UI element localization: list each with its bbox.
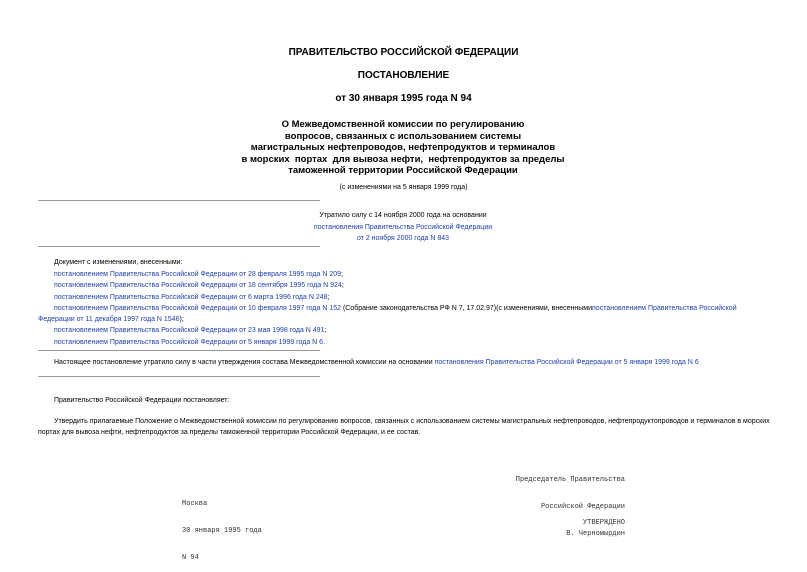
divider	[38, 350, 320, 351]
place-date: 30 января 1995 года	[182, 527, 262, 535]
list-item: постановлением Правительства Российской Федерации от 18 сентября 1995 года N 924;	[54, 282, 344, 289]
lost-force-link-date[interactable]: от 2 ноября 2000 года N 843	[356, 235, 450, 242]
lost-force-link[interactable]: постановления Правительства Российской Федерации	[313, 223, 493, 231]
list-item: постановлением Правительства Российской Федерации от 10 февраля 1997 года N 152 (Собрание законодательства РФ N 7, 17.02.97)(с изменениями, внесеннымипостановлением Правительства Российской Федерации от 11 декабря 1997 года N 1546);	[38, 305, 737, 323]
amendment-link[interactable]: постановлением Правительства Российской Федерации от 6 марта 1996 года N 248	[54, 293, 328, 301]
government-heading: ПРАВИТЕЛЬСТВО РОССИЙСКОЙ ФЕДЕРАЦИИ	[288, 47, 519, 58]
list-item: постановлением Правительства Российской Федерации от 6 марта 1996 года N 248;	[54, 293, 330, 301]
document-date-number: от 30 января 1995 года N 94	[335, 93, 472, 104]
title-line: О Межведомственной комиссии по регулированию	[281, 119, 525, 130]
title-line: магистральных нефтепроводов, нефтепродуктов и терминалов	[250, 142, 556, 153]
approve-paragraph: Утвердить прилагаемые Положение о Межведомственной комиссии по регулированию вопросов, связанных с использованием системы магистральных нефтепроводов, нефтепродуктопроводов и терминалов в морских портах для вывоза нефти, нефтепродуктов за пределы таможенной территории Российской Федерации, и ее состав.	[38, 418, 770, 436]
amendment-link[interactable]: постановлением Правительства Российской Федерации от 28 февраля 1995 года N 209	[54, 270, 341, 278]
document-title	[200, 119, 606, 177]
partial-repeal-text: Настоящее постановление утратило силу в части утверждения состава Межведомственной комиссии на основании	[54, 359, 435, 366]
list-item: постановлением Правительства Российской Федерации от 5 января 1999 года N 6.	[54, 338, 326, 346]
title-line: в морских портах для вывоза нефти, нефтепродуктов за пределы	[241, 153, 565, 165]
signature-title: Председатель Правительства	[515, 476, 625, 484]
signature-country: Российской Федерации	[540, 503, 625, 511]
partial-repeal-link[interactable]: постановления Правительства Российской Федерации от 5 января 1999 года N 6	[434, 359, 699, 366]
amendment-link[interactable]: постановлением Правительства Российской Федерации от 23 мая 1998 года N 491	[54, 327, 325, 334]
title-line: вопросов, связанных с использованием системы	[284, 130, 522, 142]
title-line: таможенной территории Российской Федерации	[288, 165, 518, 176]
amendment-link[interactable]: постановлением Правительства Российской Федерации от 18 сентября 1995 года N 924	[54, 282, 342, 289]
signature-block	[470, 458, 625, 548]
partial-repeal-note	[54, 357, 794, 369]
amendment-link-nested[interactable]: постановлением Правительства Российской Федерации от 11 декабря 1997 года N 1546	[38, 305, 737, 323]
lost-force-text: Утратило силу с 14 ноября 2000 года на основании	[319, 212, 487, 219]
divider	[38, 200, 320, 201]
list-item: постановлением Правительства Российской Федерации от 28 февраля 1995 года N 209;	[54, 270, 343, 278]
place-city: Москва	[182, 500, 208, 508]
resolves-paragraph: Правительство Российской Федерации постановляет:	[54, 397, 230, 404]
place-number: N 94	[182, 554, 199, 562]
amendment-link[interactable]: постановлением Правительства Российской Федерации от 10 февраля 1997 года N 152	[54, 305, 341, 312]
document-type-heading: ПОСТАНОВЛЕНИЕ	[357, 70, 450, 81]
list-item: постановлением Правительства Российской Федерации от 23 мая 1998 года N 491;	[54, 327, 327, 334]
divider	[38, 246, 320, 247]
divider	[38, 376, 320, 377]
amendments-list	[38, 257, 773, 348]
lost-force-note	[200, 210, 606, 245]
amended-note: (с изменениями на 5 января 1999 года)	[339, 184, 468, 191]
signature-name: В. Черномырдин	[566, 530, 625, 538]
amendment-link[interactable]: постановлением Правительства Российской Федерации от 5 января 1999 года N 6	[54, 338, 324, 346]
place-date-block	[182, 482, 342, 572]
amendments-intro: Документ с изменениями, внесенными:	[54, 259, 183, 266]
approved-stamp: УТВЕРЖДЕНО	[582, 519, 625, 527]
